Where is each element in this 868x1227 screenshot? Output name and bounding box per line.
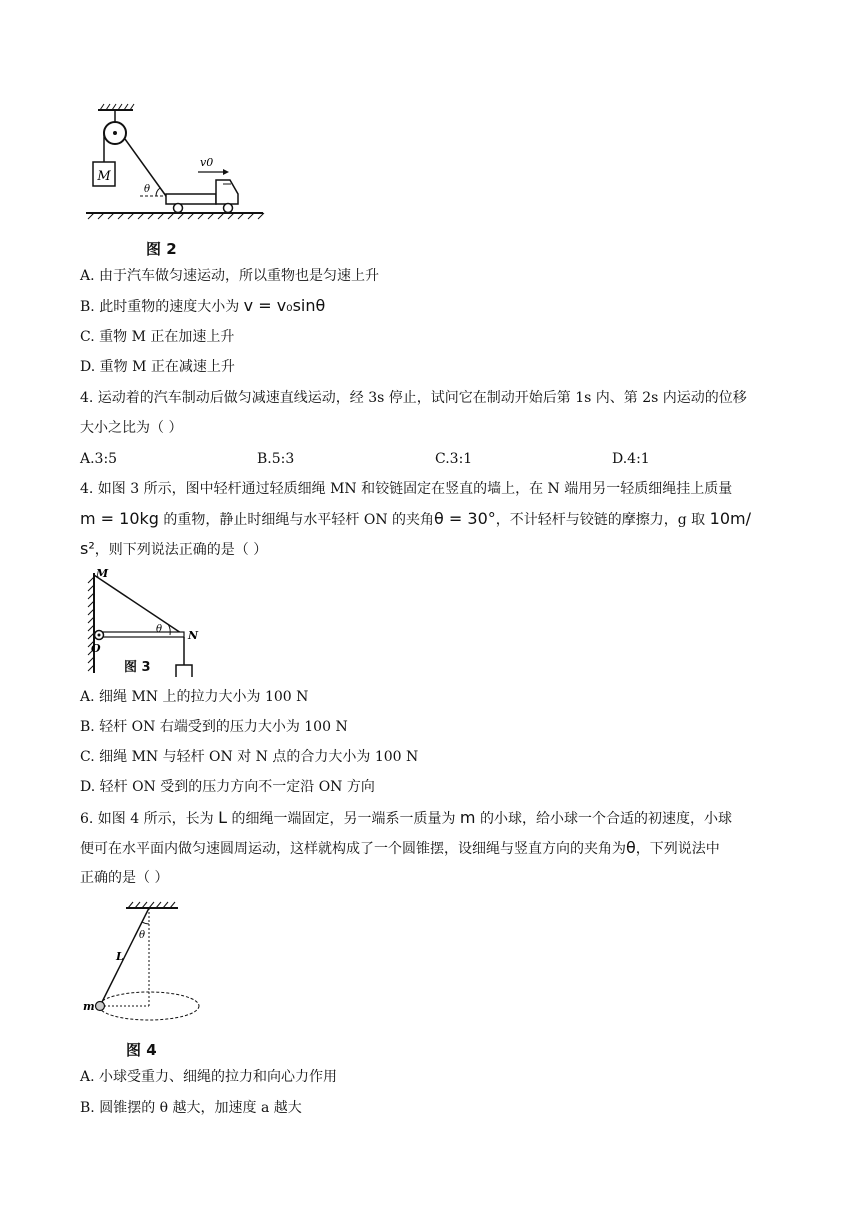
- q4a-option-a: A.3:5: [80, 451, 118, 467]
- fig3-theta-label: θ: [156, 624, 163, 635]
- truck-wheel-rear: [174, 204, 183, 213]
- q4b-option-c: C. 细绳 MN 与轻杆 ON 对 N 点的合力大小为 100 N: [80, 749, 419, 765]
- fig3-label-o: O: [91, 642, 101, 655]
- q3-option-a: A. 由于汽车做匀速运动，所以重物也是匀速上升: [80, 268, 380, 284]
- q4b-option-b: B. 轻杆 ON 右端受到的压力大小为 100 N: [80, 719, 348, 735]
- q4b-option-a: A. 细绳 MN 上的拉力大小为 100 N: [80, 689, 309, 705]
- fig3-label-m: M: [96, 567, 109, 580]
- angle-label: θ: [144, 184, 151, 195]
- velocity-label: v0: [200, 156, 214, 169]
- rod-on: [100, 632, 184, 637]
- q6-option-b: B. 圆锥摆的 θ 越大，加速度 a 越大: [80, 1100, 302, 1116]
- q6-stem-line-2: 便可在水平面内做匀速圆周运动，这样就构成了一个圆锥摆，设细绳与竖直方向的夹角为θ，下列说法中: [80, 838, 720, 857]
- q4a-stem-line-1: 4. 运动着的汽车制动后做匀减速直线运动，经 3s 停止，试问它在制动开始后第 1s 内、第 2s 内运动的位移: [80, 390, 747, 406]
- hanging-weight: [176, 665, 192, 677]
- fig3-label-n: N: [188, 629, 199, 642]
- q3-option-d: D. 重物 M 正在减速上升: [80, 359, 235, 375]
- q4a-stem-line-2: 大小之比为（ ）: [80, 420, 183, 436]
- figure-4-diagram: [78, 898, 208, 1033]
- q4b-stem-line-1: 4. 如图 3 所示，图中轻杆通过轻质细绳 MN 和铰链固定在竖直的墙上，在 N 端用另一轻质细绳挂上质量: [80, 481, 733, 497]
- q4a-option-b: B.5:3: [257, 451, 295, 467]
- q3-option-c: C. 重物 M 正在加速上升: [80, 329, 235, 345]
- figure-4-caption: 图 4: [126, 1041, 157, 1059]
- fig4-label-m: m: [83, 1000, 95, 1013]
- q6-stem-line-1: 6. 如图 4 所示，长为 L 的细绳一端固定，另一端系一质量为 m 的小球，给小球一个合适的初速度，小球: [80, 808, 732, 827]
- figure-3-caption: 图 3: [124, 660, 151, 675]
- fig4-theta-label: θ: [139, 930, 146, 941]
- figure-2-caption: 图 2: [146, 240, 177, 258]
- truck-wheel-front: [224, 204, 233, 213]
- figure-2-diagram: [78, 100, 278, 230]
- q6-option-a: A. 小球受重力、细绳的拉力和向心力作用: [80, 1069, 338, 1085]
- pendulum-ball: [96, 1002, 105, 1011]
- q4b-stem-line-2: m = 10kg 的重物，静止时细绳与水平轻杆 ON 的夹角θ = 30°，不计轻杆与铰链的摩擦力，g 取 10m/: [80, 509, 751, 528]
- fig4-label-l: L: [116, 950, 124, 963]
- mass-label: M: [97, 169, 111, 184]
- q3-option-b-formula: v = v₀sinθ: [243, 296, 326, 315]
- q4a-option-c: C.3:1: [435, 451, 473, 467]
- truck-bed: [166, 194, 216, 204]
- q3-option-b: B. 此时重物的速度大小为 v = v₀sinθ: [80, 296, 326, 315]
- q6-stem-line-3: 正确的是（ ）: [80, 870, 169, 886]
- q4b-option-d: D. 轻杆 ON 受到的压力方向不一定沿 ON 方向: [80, 779, 375, 795]
- q4b-stem-line-3: s²，则下列说法正确的是（ ）: [80, 539, 268, 558]
- q4a-option-d: D.4:1: [612, 451, 650, 467]
